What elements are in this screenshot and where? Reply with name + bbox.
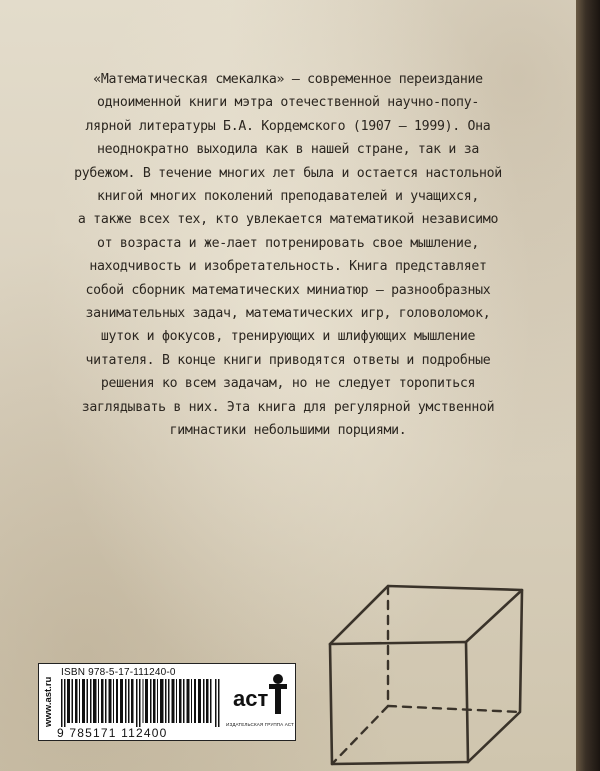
spine-edge xyxy=(576,0,600,771)
barcode-digits: 9 785171 112400 xyxy=(57,726,168,740)
publisher-name: ИЗДАТЕЛЬСКАЯ ГРУППА АСТ xyxy=(226,722,294,727)
website-label: www.ast.ru xyxy=(43,676,54,728)
barcode-icon xyxy=(61,679,221,727)
logo-text: аст xyxy=(233,686,269,711)
barcode-panel xyxy=(38,663,296,741)
isbn-label: ISBN 978-5-17-111240-0 xyxy=(61,667,176,678)
cube-drawing xyxy=(318,566,528,766)
book-description: «Математическая смекалка» – современное переиздание одноименной книги мэтра отечественной научно-попу- лярной литературы Б.А. Кордемского (1907 – 1999). Она неоднократно выходила как в нашей стране, так и за рубежом. В течение многих лет была и остается настольной книгой многих поколений преподавателей и учащихся, а также всех тех, кто увлекается математикой независимо от возраста и же-лает потренировать свое мышление, находчивость и изобретательность. Книга представляет собой сборник математических миниатюр – разнообразных занимательных задач, математических игр, головоломок, шуток и фокусов, тренирующих и шлифующих мышление читателя. В конце книги приводятся ответы и подробные решения ко всем задачам, но не следует торопиться заглядывать в них. Эта книга для регулярной умственной гимнастики небольшими порциями. xyxy=(74,72,502,439)
ast-logo-icon xyxy=(229,670,291,718)
